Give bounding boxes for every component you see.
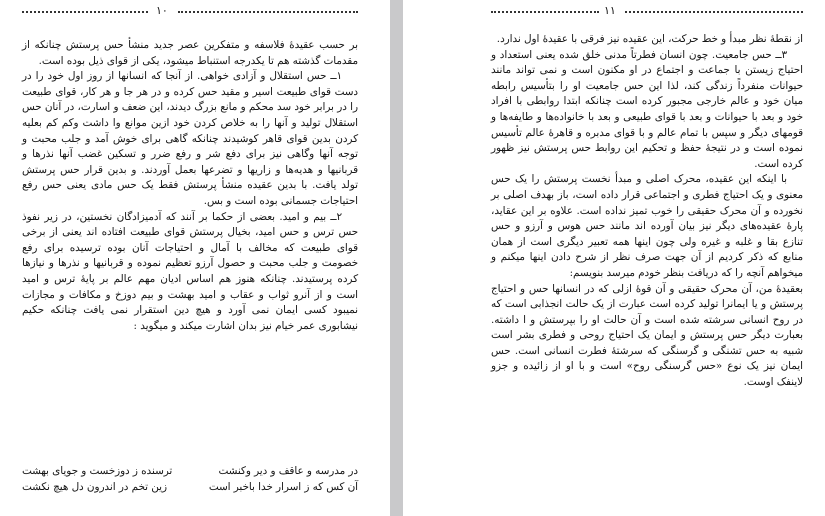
verse-block — [22, 464, 358, 495]
right-page-body — [491, 32, 803, 391]
verse-hemistich: آن کس که ز اسرار خدا باخبر است — [208, 480, 358, 493]
paragraph: بر حسب عقیدهٔ فلاسفه و متفکرین عصر جدید منشأ حس پرستش چنانکه از مقدمات گذشته هم تا یکدرجه استنباط میشود، یکی از قوای ذیل بوده است. — [22, 39, 358, 67]
verse-line — [22, 464, 358, 480]
right-page — [403, 0, 825, 516]
paragraph: از نقطهٔ نظر مبدأ و خط حرکت، این عقیده نیز فرقی با عقیدهٔ اول ندارد. — [496, 33, 803, 45]
header-rule — [625, 11, 803, 13]
right-page-header — [403, 5, 825, 19]
paragraph: بعقیدهٔ من، آن محرک حقیقی و آن قوهٔ ازلی که در انسانها حس و احتیاج پرستش و یا ایمانرا تولید کرده است عبارت از یک حالت انجذابی است که در روح انسانی سرشته شده است و آن حالت او را بپرستش و ا داشته. بعبارت دیگر حس پرستش و ایمان یک احتیاج روحی و فطری بشر است شبیه به حس تشنگی و گرسنگی که سرشتهٔ فطرت انسانی است. حس ایمان نیز یک نوع «حس گرسنگی روح» است و با او از زائیده و جزو لاینفک اوست. — [491, 282, 803, 389]
left-page-body — [22, 38, 358, 334]
paragraph: ۲ــ بیم و امید. بعضی از حکما بر آنند که آدمیزادگان نخستین، در زیر نفوذ حس ترس و حس امید، بخیال پرستش قوای طبیعت افتاده اند یعنی از برخی قوای طبیعت که مخالف با آمال و احتیاجات آنان بوده ترسیده برای رفع خصومت و جلب محبت و حصول آرزو تعظیم نموده و قربانیها و نذرها و نیازها کرده پرستیدند. چنانکه هنوز هم اساس ادیان مهم عالم بر پایهٔ ترس و امید است و از آنرو ثواب و عقاب و امید بهشت و بیم دوزخ و مکافات و مجازات نمیبود کسی ایمان نمی آورد و هیچ دین استقرار نمی یافت چنانکه حکیم نیشابوری عمر خیام نیز بدان اشارت میکند و میگوید : — [22, 210, 358, 332]
left-page-header — [0, 5, 390, 19]
verse-hemistich: زین تخم در اندرون دل هیچ نکشت — [22, 480, 167, 493]
header-rule — [491, 11, 599, 13]
header-rule — [22, 11, 148, 13]
verse-hemistich: در مدرسه و عاقف و دیر وکنشت — [218, 465, 358, 477]
verse-hemistich: ترسنده ز دوزخست و جویای بهشت — [22, 465, 173, 477]
page-number: ۱۰ — [156, 4, 168, 17]
paragraph: با اینکه این عقیده، محرک اصلی و مبدأ نخست پرستش را یک حس معنوی و یک احتیاج فطری و اجتماعی قرار داده است، باز بهدف اصلی بر نخورده و آن محرک حقیقی را خوب تمیز نداده است. علاوه بر این عقاید، پارهٔ عقیده‌های دیگر نیز بیان آورده اند مانند حس هوس و آرزو و حس تنازع بقا و غلبه و غیره ولی چون اینها همه تعبیر دیگری است از همان منابع که ذکر کردیم از آن جهت صرف نظر از شرح دادن اینها میکنم و میخواهم آنچه را که دریافت بنظر خودم میرسد بنویسم: — [491, 173, 803, 279]
page-gutter — [390, 0, 403, 516]
page-number: ۱۱ — [604, 4, 616, 17]
header-rule — [178, 11, 358, 13]
paragraph: ۳ــ حس جامعیت. چون انسان فطرتاً مدنی خلق شده یعنی استعداد و احتیاج زیستن با جماعت و اجتماع در او مکنون است و نمی تواند مانند حیوانات منفرداً زندگی کند، لذا این حس جامعیت او را بتأسیس رابطه میان خود و عالم خارجی مجبور کرده است چنانکه ابتدا روابطی با افراد خود و بعد با حیوانات و بعد با قوای طبیعی و بعد با خانواده‌ها و طایفه‌ها و قومهای دیگر و سپس با تمام عالم و با قوای مدبره و قاهرهٔ عالم تأسیس نموده است و در نتیجهٔ حفظ و تحکیم این روابط حس پرستش نیز ظهور کرده است. — [491, 48, 803, 170]
paragraph: ۱ــ حس استقلال و آزادی خواهی. از آنجا که انسانها از روز اول خود را در دست قوای طبیعت اسیر و مقید حس کرده و در هر جا و هر کار، قوای طبیعت را در برابر خود سد محکم و مانع بزرگ دیدند، این ضعف و اسارت، در آنان حس استقلال تولید و آنها را به خلاص کردن خود ازین موانع وا داشت وکم کم بعلیه کردن بدین قوای قاهر کوشیدند چنانکه گاهی برای خوش آمد و جلب محبت و توجه آنها وگاهی نیز برای دفع شر و رفع ضرر و تسکین غضب آنها نذرها و قربانیها و هدیه‌ها و زاریها و تضرعها بعمل آوردند. و بدین قرار حس پرستش تولد یافت. با بدین عقیده منشأ پرستش فقط یک حس مادی یعنی حس رفع احتیاجات جسمانی بوده است و بس. — [22, 70, 358, 207]
left-page — [0, 0, 390, 516]
verse-line — [22, 480, 358, 496]
